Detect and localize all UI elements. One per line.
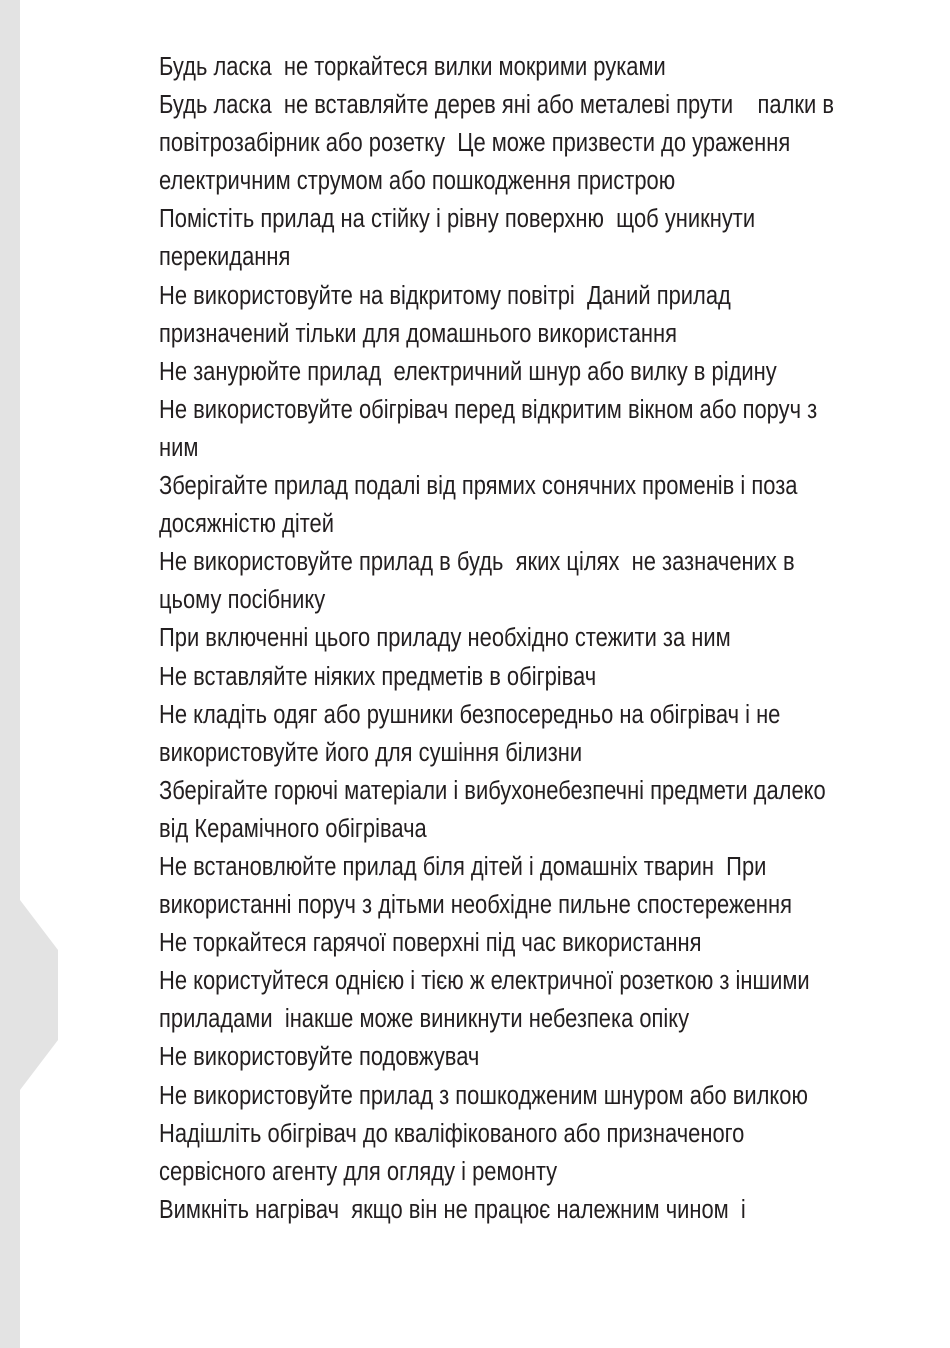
safety-instructions-text	[159, 48, 919, 1229]
text-line: від Керамічного обігрівача	[159, 814, 427, 843]
text-line: Не користуйтеся однією і тією ж електричної розеткою з іншими	[159, 967, 810, 996]
text-line: Не торкайтеся гарячої поверхні під час використання	[159, 929, 702, 958]
text-line: ним	[159, 433, 199, 462]
side-tab-decoration	[0, 0, 70, 1348]
text-line: Не вставляйте ніяких предметів в обігрівач	[159, 662, 597, 691]
text-line: Не використовуйте на відкритому повітрі Даний прилад	[159, 281, 731, 310]
text-line: Не занурюйте прилад електричний шнур або вилку в рідину	[159, 357, 777, 386]
text-line: перекидання	[159, 243, 291, 272]
text-line: приладами інакше може виникнути небезпека опіку	[159, 1005, 690, 1034]
text-line: сервісного агенту для огляду і ремонту	[159, 1157, 558, 1186]
side-tab-shape	[0, 0, 58, 1348]
text-line: Будь ласка не торкайтеся вилки мокрими руками	[159, 53, 666, 81]
text-line: досяжністю дітей	[159, 510, 334, 539]
text-line: Помістіть прилад на стійку і рівну поверхню щоб уникнути	[159, 205, 756, 234]
text-line: використовуйте його для сушіння білизни	[159, 738, 583, 767]
text-line: Не використовуйте прилад в будь яких цілях не зазначених в	[159, 548, 795, 577]
text-line: призначений тільки для домашнього використання	[159, 319, 678, 348]
text-line: Зберігайте горючі матеріали і вибухонебезпечні предмети далеко	[159, 776, 826, 805]
text-line: цьому посібнику	[159, 586, 326, 615]
text-line: Не використовуйте прилад з пошкодженим шнуром або вилкою	[159, 1081, 808, 1110]
text-line: електричним струмом або пошкодження пристрою	[159, 167, 676, 196]
text-line: Не встановлюйте прилад біля дітей і домашніх тварин При	[159, 852, 767, 881]
text-line: повітрозабірник або розетку Це може призвести до ураження	[159, 129, 791, 158]
text-line: Будь ласка не вставляйте дерев яні або металеві прути палки в	[159, 91, 834, 120]
text-line: Вимкніть нагрівач якщо він не працює належним чином і	[159, 1195, 746, 1224]
text-line: Надішліть обігрівач до кваліфікованого або призначеного	[159, 1119, 745, 1148]
text-line: використанні поруч з дітьми необхідне пильне спостереження	[159, 891, 792, 920]
text-line: Не використовуйте подовжувач	[159, 1043, 480, 1072]
text-line: Не використовуйте обігрівач перед відкритим вікном або поруч з	[159, 395, 818, 424]
text-line: Не кладіть одяг або рушники безпосередньо на обігрівач і не	[159, 700, 781, 729]
text-line: Зберігайте прилад подалі від прямих сонячних променів і поза	[159, 472, 798, 501]
text-line: При включенні цього приладу необхідно стежити за ним	[159, 624, 731, 653]
